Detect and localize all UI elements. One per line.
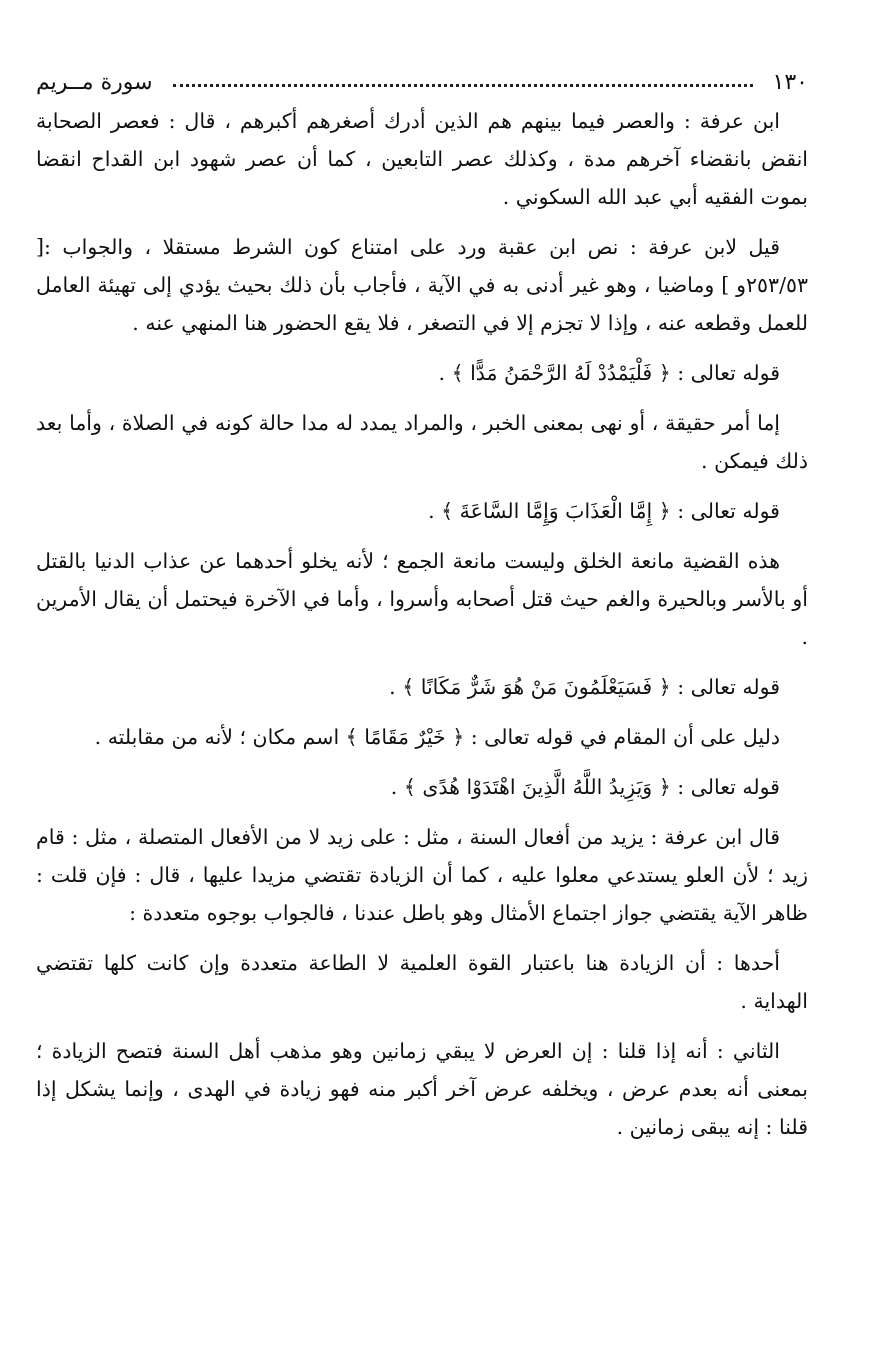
header-dotted-rule — [173, 84, 753, 87]
page-header — [36, 62, 808, 102]
page-number: ١٣٠ — [772, 69, 808, 95]
paragraph: قيل لابن عرفة : نص ابن عقبة ورد على امتناع كون الشرط مستقلا ، والجواب :[ ٢٥٣/٥٣و ] وماضيا ، وهو غير أدنى به في الآية ، فأجاب بأن ذلك بحيث يؤدي إلى تهيئة العامل للعمل وقطعه عنه ، وإذا لا تجزم إلا في التصغر ، فلا يقع الحضور هنا المنهي عنه . — [36, 235, 808, 335]
paragraph: أحدها : أن الزيادة هنا باعتبار القوة العلمية لا الطاعة متعددة وإن كانت كلها تقتضي الهداية . — [36, 951, 808, 1013]
quran-verse-heading: قوله تعالى : ﴿ وَيَزِيدُ اللَّهُ الَّذِينَ اهْتَدَوْا هُدًى ﴾ . — [390, 775, 780, 799]
surah-title: سورة مــريم — [36, 69, 153, 95]
quran-verse-heading: قوله تعالى : ﴿ إِمَّا الْعَذَابَ وَإِمَّا السَّاعَةَ ﴾ . — [428, 499, 780, 523]
paragraph: الثاني : أنه إذا قلنا : إن العرض لا يبقي زمانين وهو مذهب أهل السنة فتصح الزيادة ؛ بمعنى أنه بعدم عرض ، ويخلفه عرض آخر أكبر منه فهو زيادة في الهدى ، وإنما يشكل إذا قلنا : إنه يبقى زمانين . — [36, 1039, 808, 1139]
paragraph: هذه القضية مانعة الخلق وليست مانعة الجمع ؛ لأنه يخلو أحدهما عن عذاب الدنيا بالقتل أو بالأسر وبالحيرة والغم حيث قتل أصحابه وأسروا ، وأما في الآخرة فيحتمل أن يقال الأمرين . — [36, 549, 808, 649]
page-body — [36, 102, 808, 1146]
quran-verse-heading: قوله تعالى : ﴿ فَسَيَعْلَمُونَ مَنْ هُوَ شَرٌّ مَكَانًا ﴾ . — [389, 675, 780, 699]
paragraph: قال ابن عرفة : يزيد من أفعال السنة ، مثل : على زيد لا من الأفعال المتصلة ، مثل : قام زيد ؛ لأن العلو يستدعي معلوا عليه ، كما أن الزيادة تقتضي مزيدا عليها ، قال : فإن قلت : ظاهر الآية يقتضي جواز اجتماع الأمثال وهو باطل عندنا ، فالجواب بوجوه متعددة : — [36, 825, 808, 925]
paragraph: إما أمر حقيقة ، أو نهى بمعنى الخبر ، والمراد يمدد له مدا حالة كونه في الصلاة ، وأما بعد ذلك فيمكن . — [36, 411, 808, 473]
book-page — [36, 62, 808, 1158]
quran-verse-heading: قوله تعالى : ﴿ فَلْيَمْدُدْ لَهُ الرَّحْمَنُ مَدًّا ﴾ . — [438, 361, 780, 385]
paragraph: دليل على أن المقام في قوله تعالى : ﴿ خَيْرٌ مَقَامًا ﴾ اسم مكان ؛ لأنه من مقابلته . — [94, 725, 780, 749]
paragraph: ابن عرفة : والعصر فيما بينهم هم الذين أدرك أصغرهم أكبرهم ، قال : فعصر الصحابة انقض بانقضاء آخرهم مدة ، وكذلك عصر التابعين ، كما أن عصر شهود ابن القداح انقضا بموت الفقيه أبي عبد الله السكوني . — [36, 109, 808, 209]
